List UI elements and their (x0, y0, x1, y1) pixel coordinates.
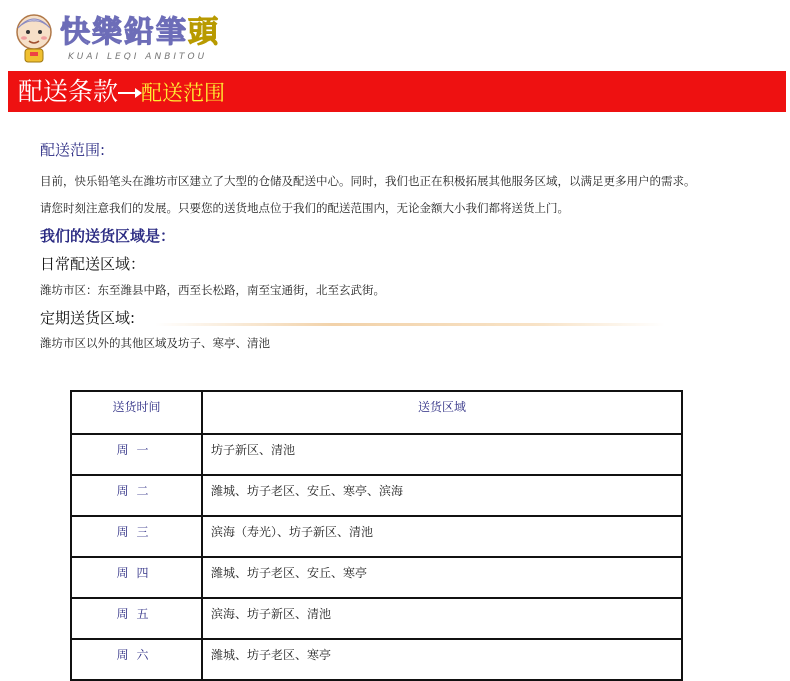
table-row (71, 557, 682, 598)
daily-heading: 日常配送区域： (40, 255, 146, 273)
delivery-schedule-table (70, 390, 683, 681)
pencil-mascot-icon (8, 10, 60, 66)
site-logo[interactable] (8, 10, 248, 66)
table-row (71, 598, 682, 639)
day-cell: 周三 (71, 516, 202, 557)
notice-paragraph: 请您时刻注意我们的发展。只要您的送货地点位于我们的配送范围内，无论金额大小我们都将送货上门。 (40, 201, 569, 215)
banner-title: 配送条款 (18, 77, 119, 106)
banner-heading (18, 76, 225, 109)
area-cell: 潍城、坊子老区、安丘、寒亭 (202, 557, 682, 598)
day-cell: 周一 (71, 434, 202, 475)
area-cell: 潍城、坊子老区、寒亭 (202, 639, 682, 680)
table-row (71, 475, 682, 516)
header-delivery-area: 送货区域 (202, 391, 682, 434)
section-title: 配送范围: (40, 141, 106, 159)
title-banner (8, 71, 786, 112)
decorative-divider (155, 323, 665, 326)
area-cell: 坊子新区、清池 (202, 434, 682, 475)
intro-paragraph: 目前，快乐铅笔头在潍坊市区建立了大型的仓储及配送中心。同时，我们也正在积极拓展其他服务区域，以满足更多用户的需求。 (40, 174, 696, 188)
day-cell: 周二 (71, 475, 202, 516)
delivery-content (40, 140, 760, 351)
periodic-area-text: 潍坊市区以外的其他区域及坊子、寒亭、清池 (40, 336, 270, 350)
arrow-right-icon (118, 92, 140, 94)
header-delivery-time: 送货时间 (71, 391, 202, 434)
area-cell: 滨海（寿光）、坊子新区、清池 (202, 516, 682, 557)
table-row (71, 639, 682, 680)
day-cell: 周六 (71, 639, 202, 680)
areas-heading: 我们的送货区域是： (40, 227, 176, 245)
logo-text: 快樂鉛筆頭 (60, 15, 220, 50)
day-cell: 周五 (71, 598, 202, 639)
periodic-heading: 定期送货区域: (40, 309, 136, 327)
logo-subtitle: KUAI LEQI ANBITOU (68, 52, 208, 62)
area-cell: 潍城、坊子老区、安丘、寒亭、滨海 (202, 475, 682, 516)
area-cell: 滨海、坊子新区、清池 (202, 598, 682, 639)
table-row (71, 434, 682, 475)
daily-area-text: 潍坊市区：东至潍县中路，西至长松路，南至宝通街，北至玄武街。 (40, 283, 385, 297)
day-cell: 周四 (71, 557, 202, 598)
banner-subtitle: 配送范围 (141, 81, 226, 105)
table-row (71, 516, 682, 557)
table-header-row (71, 391, 682, 434)
